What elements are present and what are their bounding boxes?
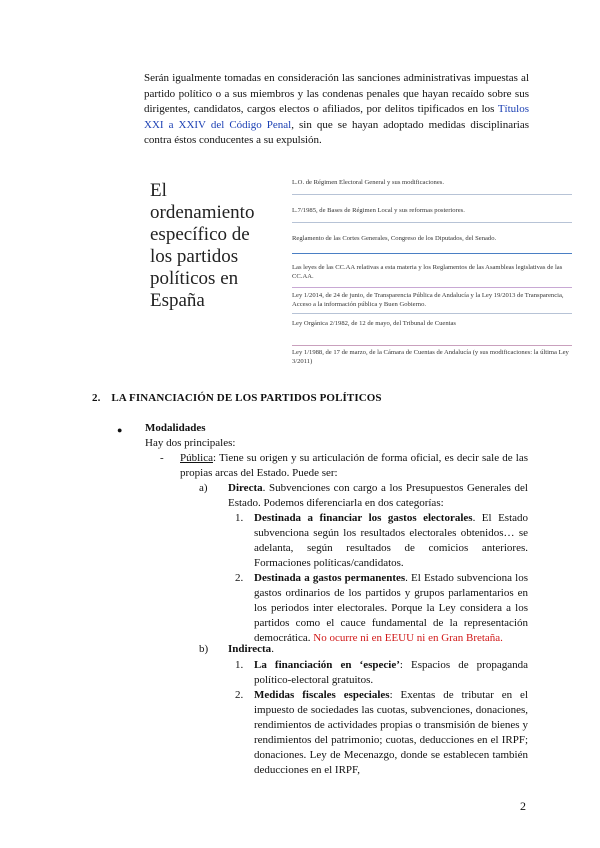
d2-paragraph <box>254 571 528 646</box>
indirecta-heading <box>228 642 274 657</box>
i2-label: Medidas fiscales especiales <box>254 689 390 701</box>
law-divider <box>292 287 572 288</box>
i1-text: : Espacios de propaganda político-electoral gratuitos. <box>254 659 528 686</box>
law-item: L.O. de Régimen Electoral General y sus modificaciones. <box>292 179 444 186</box>
list-marker-a: a) <box>199 482 208 494</box>
intro-paragraph <box>144 71 529 149</box>
penal-code-link[interactable]: Títulos XXI a XXIV del Código Penal <box>144 103 529 131</box>
law-item: Reglamento de las Cortes Generales, Congreso de los Diputados, del Senado. <box>292 235 497 242</box>
section-number: 2. <box>92 392 101 404</box>
i1-label: La financiación en ‘especie’ <box>254 659 400 671</box>
law-item: L.7/1985, de Bases de Régimen Local y sus reformas posteriores. <box>292 207 465 214</box>
law-divider <box>292 194 572 195</box>
section-title: LA FINANCIACIÓN DE LOS PARTIDOS POLÍTICOS <box>111 392 382 404</box>
modalidades-heading: Modalidades <box>145 422 206 434</box>
law-item: Las leyes de las CC.AA relativas a esta materia y los Reglamentos de las Asambleas legislativas de las CC.AA. <box>292 264 563 280</box>
publica-text: : Tiene su origen y su articulación de forma oficial, es decir sale de las propias arcas del Estado. Puede ser: <box>180 452 528 479</box>
bullet-icon: ● <box>117 425 123 435</box>
d1-label: Destinada a financiar los gastos electorales <box>254 512 473 524</box>
law-divider <box>292 253 572 254</box>
publica-paragraph <box>180 451 528 481</box>
i2-paragraph <box>254 688 528 778</box>
list-number: 1. <box>235 659 244 671</box>
directa-text: . Subvenciones con cargo a los Presupuestos Generales del Estado. Podemos diferenciarla en dos categorías: <box>228 482 528 509</box>
law-item: Ley 1/2014, de 24 de junio, de Transparencia Pública de Andalucía y la Ley 19/2013 de Transparencia, Acceso a la información pública y Buen Gobierno. <box>292 292 564 308</box>
i2-text: : Exentas de tributar en el impuesto de sociedades las cuotas, subvenciones, donaciones, rendimientos de actividades propias o transmisión de bienes y rendimientos del patrimonio; cuotas, deducciones en el IRPF; donaciones. Ley de Mecenazgo, donde se establecen también deducciones en el IRPF, <box>254 689 528 776</box>
publica-label: Pública <box>180 452 213 464</box>
indirecta-dot: . <box>271 643 274 655</box>
page-number: 2 <box>520 799 526 813</box>
list-marker-b: b) <box>199 643 209 655</box>
section-heading <box>92 392 382 404</box>
dash-marker: - <box>160 452 164 464</box>
d1-text: . El Estado subvenciona según los resultados electorales obtenidos… se adelanta, según resultados de comicios anteriores. Formaciones políticas/candidatos. <box>254 512 529 569</box>
indirecta-label: Indirecta <box>228 643 272 655</box>
law-item: Ley 1/1988, de 17 de marzo, de la Cámara de Cuentas de Andalucía (y sus modificaciones: la última Ley 3/2011) <box>292 349 569 365</box>
intro-text-after: , sin que se hayan adoptado medidas disciplinarias contra éstos conducentes a su expulsión. <box>144 118 530 146</box>
d1-paragraph <box>254 511 528 571</box>
d2-label: Destinada a gastos permanentes <box>254 572 406 584</box>
list-number: 1. <box>235 512 244 524</box>
law-divider <box>292 345 572 346</box>
law-divider <box>292 313 572 314</box>
d2-text: . El Estado subvenciona los gastos ordinarios de los partidos y grupos parlamentarios en los periodos inter electorales. Porque la Ley considera a los partidos como el cauce fundamental de la representación democrática. <box>254 572 528 644</box>
list-number: 2. <box>235 572 244 584</box>
directa-paragraph <box>228 481 528 511</box>
d2-red-note: No ocurre ni en EEUU ni en Gran Bretaña. <box>313 632 503 644</box>
law-item: Ley Orgánica 2/1982, de 12 de mayo, del Tribunal de Cuentas <box>292 320 456 327</box>
directa-label: Directa <box>228 482 263 494</box>
law-divider <box>292 222 572 223</box>
i1-paragraph <box>254 658 528 688</box>
hay-dos-text: Hay dos principales: <box>145 437 236 449</box>
list-number: 2. <box>235 689 244 701</box>
intro-text-before: Serán igualmente tomadas en consideración las sanciones administrativas impuestas al partido político o a sus miembros y las condenas penales que hayan recaído sobre sus dirigentes, candidatos, cargos electos o afiliados, por delitos tipificados en los <box>144 72 529 115</box>
panel-title: El ordenamiento específico de los partidos políticos en España <box>150 180 255 311</box>
